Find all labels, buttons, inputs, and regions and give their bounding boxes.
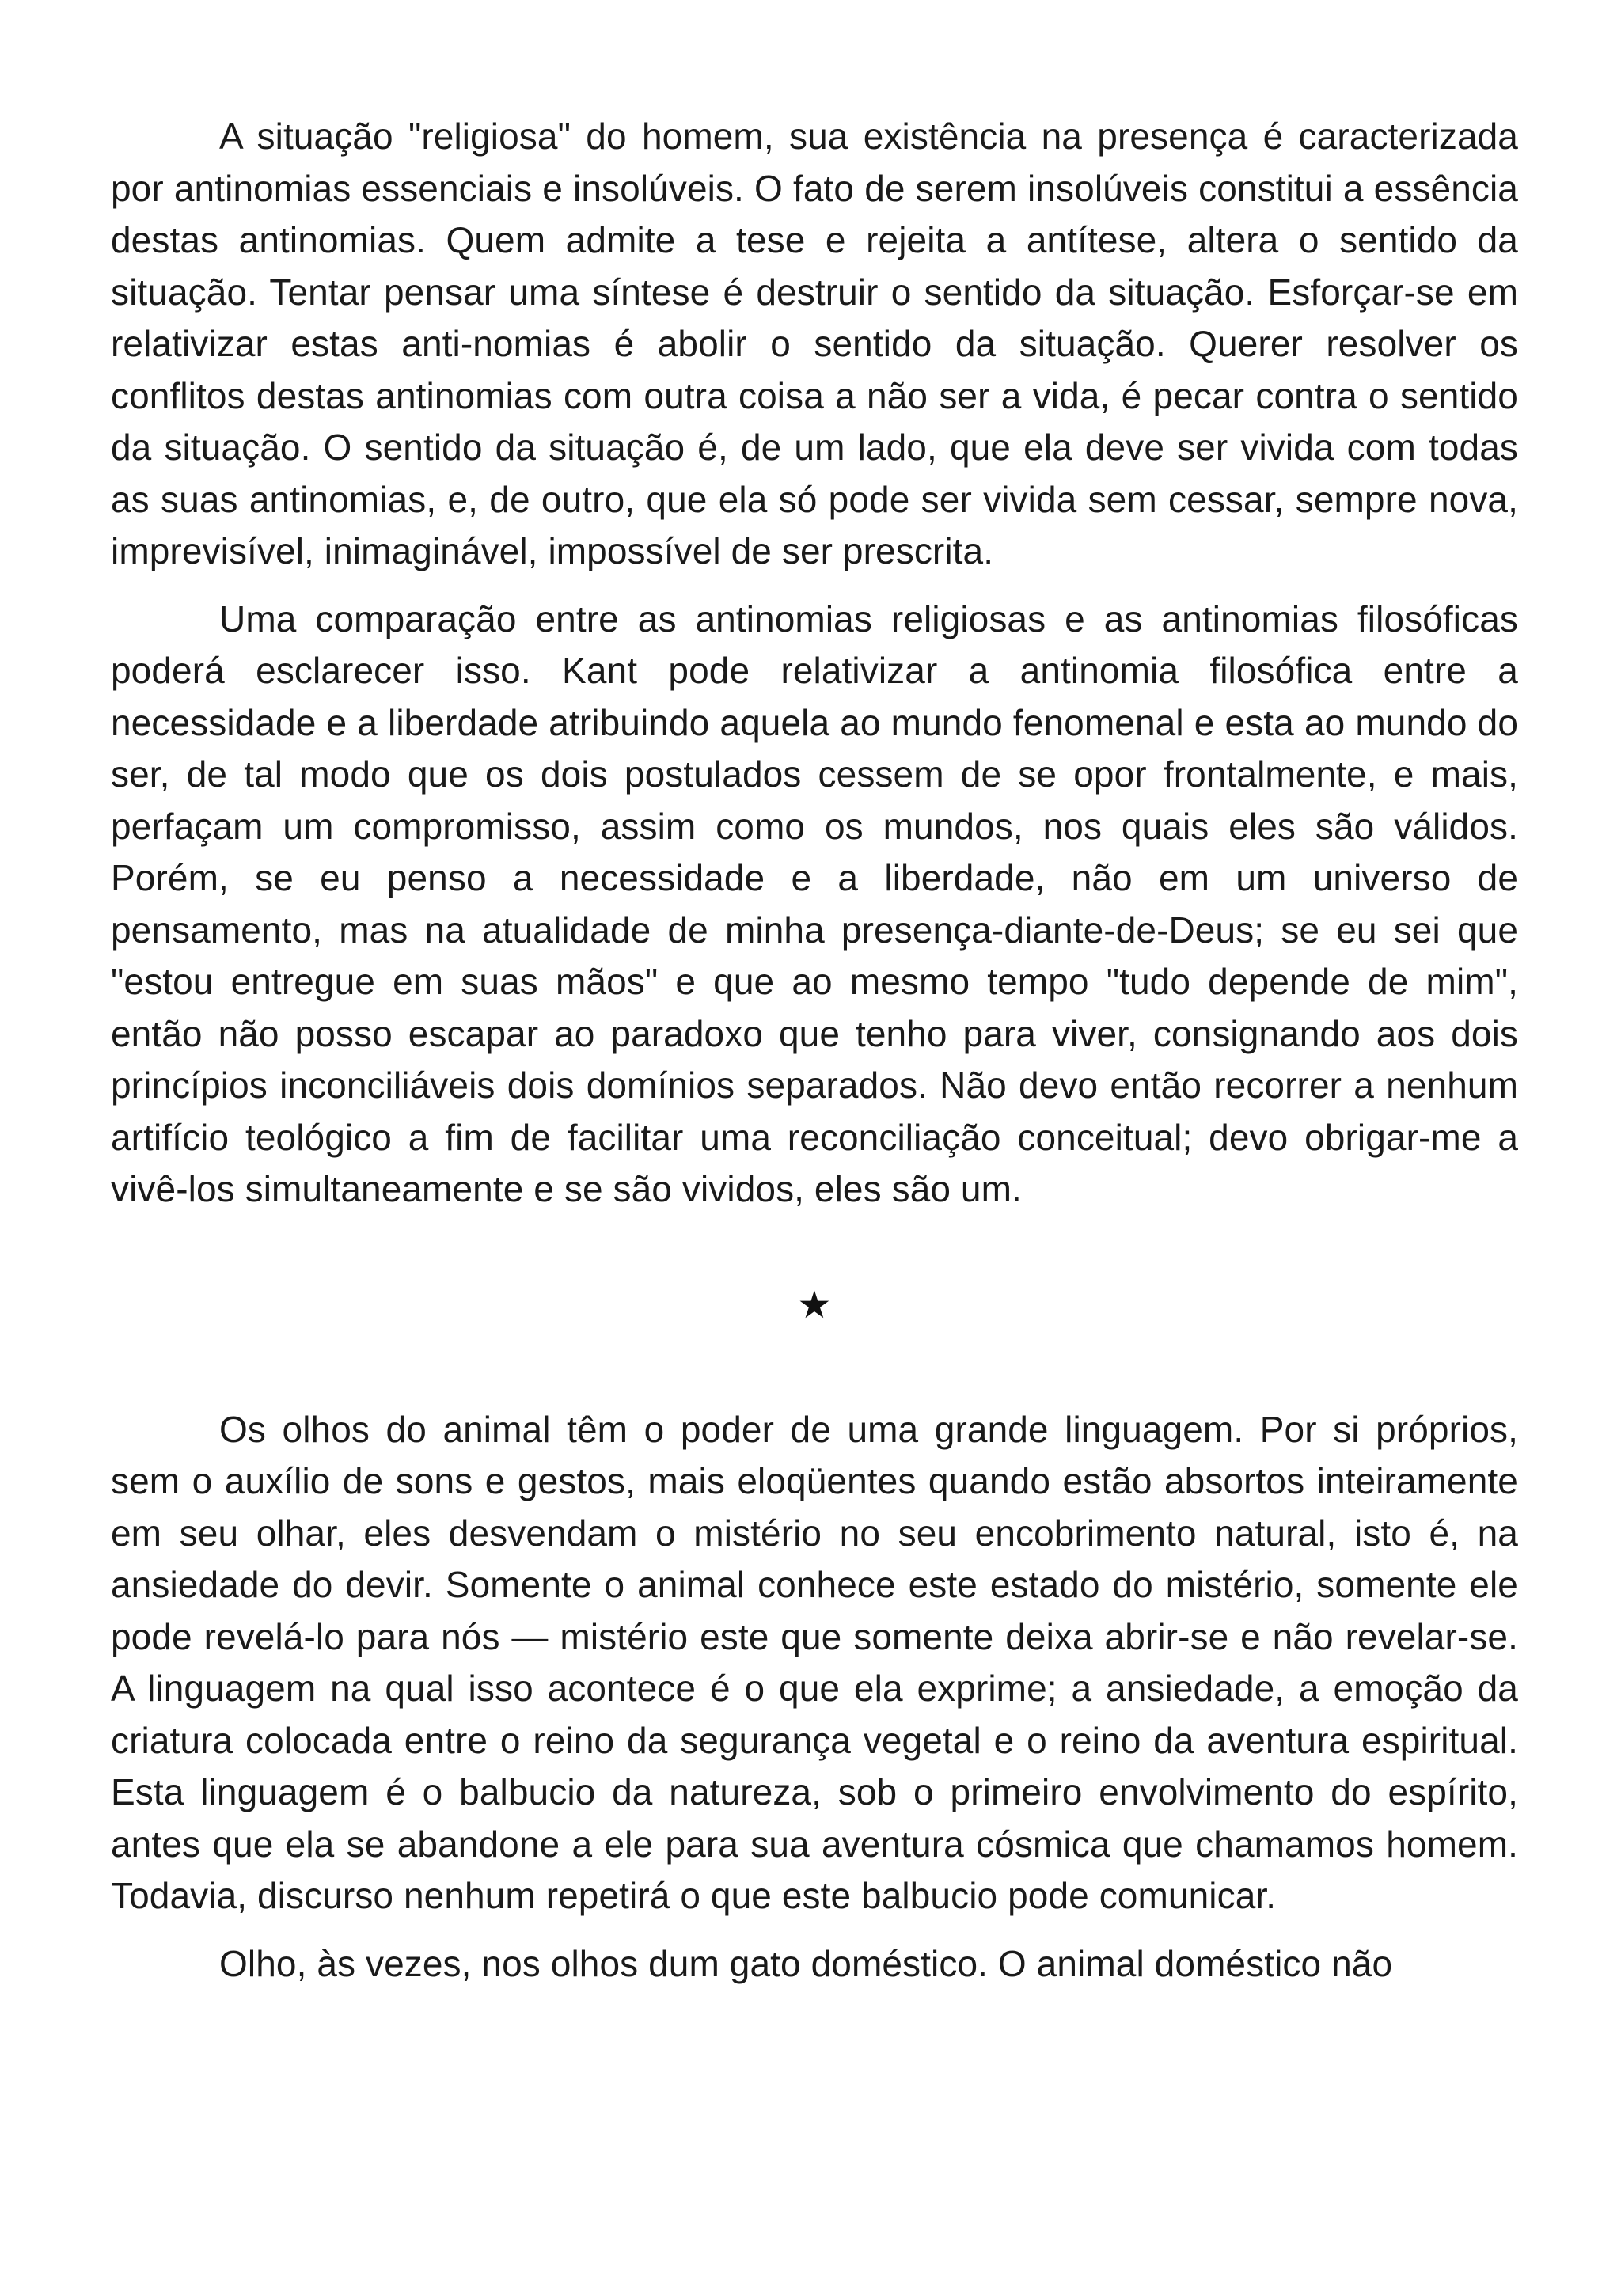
document-page [111,111,1518,1990]
section-animal-eyes [111,1404,1518,1990]
section-religious-antinomies [111,111,1518,1216]
section-separator-star: ★ [797,1284,832,1326]
paragraph: A situação "religiosa" do homem, sua existência na presença é caracterizada por antinomias essenciais e insolúveis. O fato de serem insolúveis constitui a essência destas antinomias. Quem admite a tese e rejeita a antítese, altera o sentido da situação. Tentar pensar uma síntese é destruir o sentido da situação. Esforçar-se em relativizar estas anti-nomias é abolir o sentido da situação. Querer resolver os conflitos destas antinomias com outra coisa a não ser a vida, é pecar contra o sentido da situação. O sentido da situação é, de um lado, que ela deve ser vivida com todas as suas antinomias, e, de outro, que ela só pode ser vivida sem cessar, sempre nova, imprevisível, inimaginável, impossível de ser prescrita. [111,116,1518,571]
paragraph: Os olhos do animal têm o poder de uma grande linguagem. Por si próprios, sem o auxílio de sons e gestos, mais eloqüentes quando estão absortos inteiramente em seu olhar, eles desvendam o mistério no seu encobrimento natural, isto é, na ansiedade do devir. Somente o animal conhece este estado do mistério, somente ele pode revelá-lo para nós — mistério este que somente deixa abrir-se e não revelar-se. A linguagem na qual isso acontece é o que ela exprime; a ansiedade, a emoção da criatura colocada entre o reino da segurança vegetal e o reino da aventura espiritual. Esta linguagem é o balbucio da natureza, sob o primeiro envolvimento do espírito, antes que ela se abandone a ele para sua aventura cósmica que chamamos homem. Todavia, discurso nenhum repetirá o que este balbucio pode comunicar. [111,1408,1518,1916]
paragraph: Olho, às vezes, nos olhos dum gato doméstico. O animal doméstico não [219,1942,1393,1984]
paragraph: Uma comparação entre as antinomias religiosas e as antinomias filosóficas poderá esclarecer isso. Kant pode relativizar a antinomia filosófica entre a necessidade e a liberdade atribuindo aquela ao mundo fenomenal e esta ao mundo do ser, de tal modo que os dois postulados cessem de se opor frontalmente, e mais, perfaçam um compromisso, assim como os mundos, nos quais eles são válidos. Porém, se eu penso a necessidade e a liberdade, não em um universo de pensamento, mas na atualidade de minha presença-diante-de-Deus; se eu sei que "estou entregue em suas mãos" e que ao mesmo tempo "tudo depende de mim", então não posso escapar ao paradoxo que tenho para viver, consignando aos dois princípios inconciliáveis dois domínios separados. Não devo então recorrer a nenhum artifício teológico a fim de facilitar uma reconciliação conceitual; devo obrigar-me a vivê-los simultaneamente e se são vividos, eles são um. [111,598,1518,1209]
